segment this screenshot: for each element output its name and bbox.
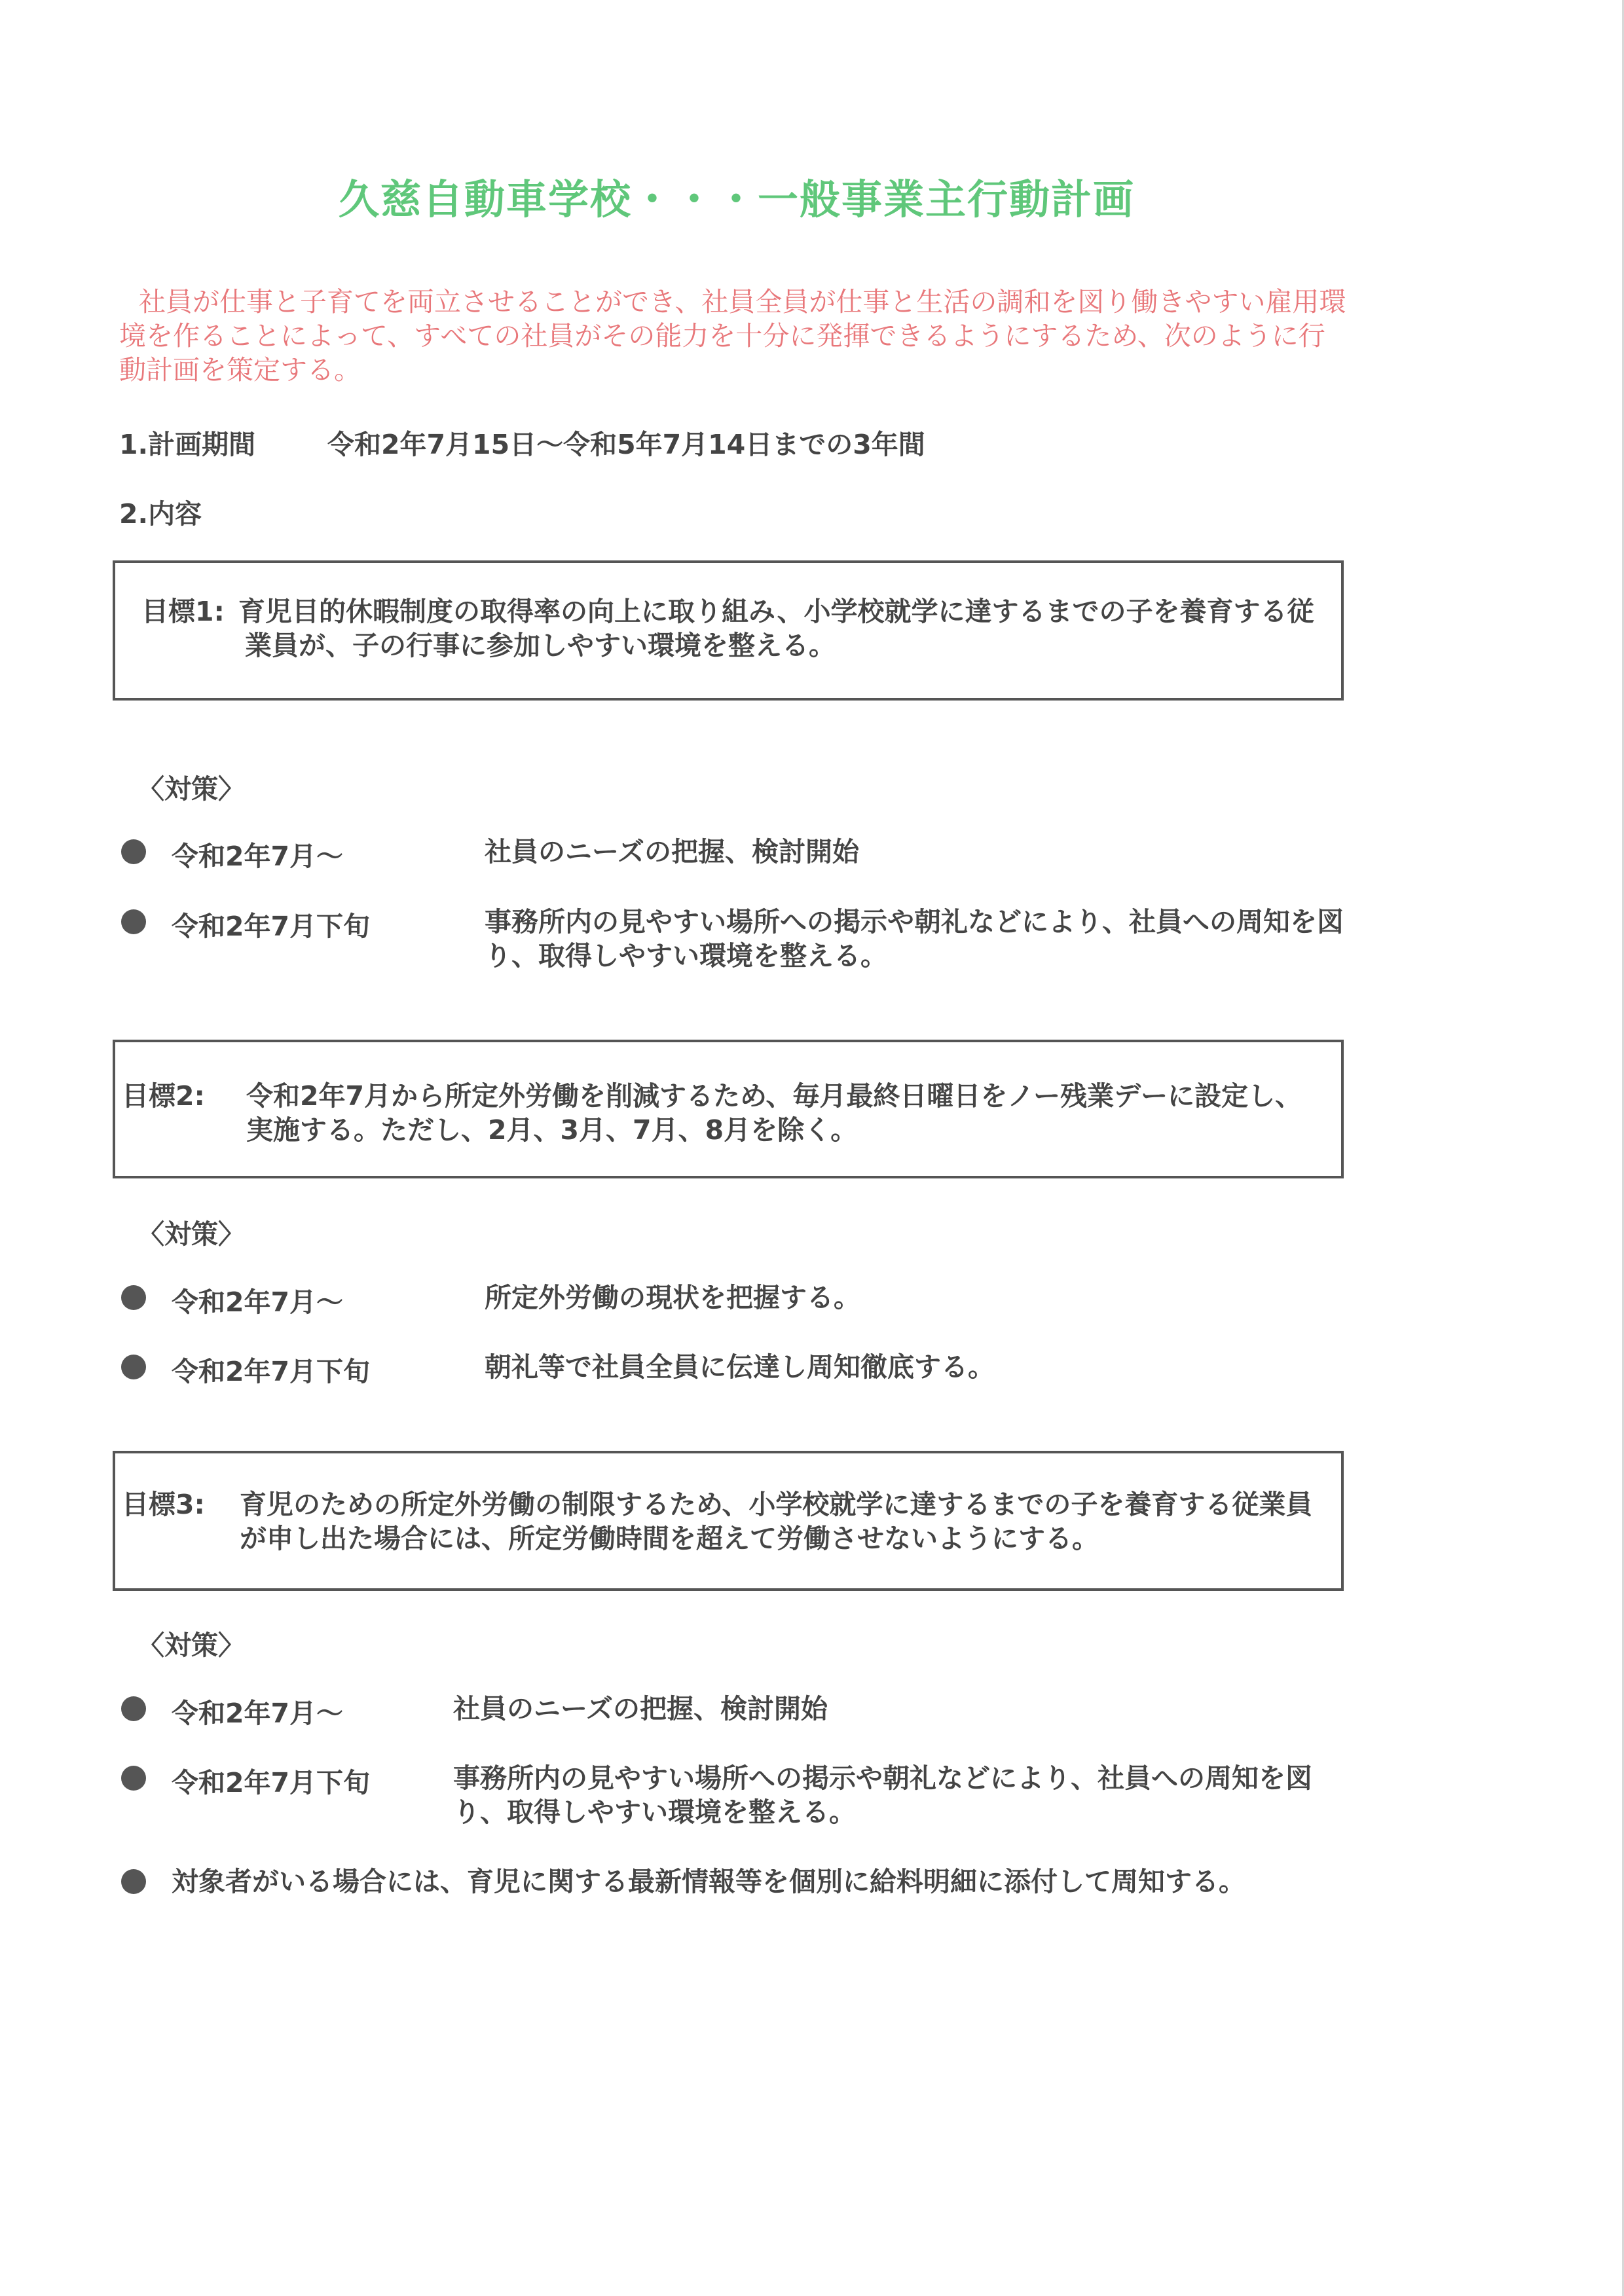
measure-date: 令和2年7月～: [172, 1698, 344, 1729]
bullet-icon: [121, 1285, 146, 1310]
measures-label: 〈対策〉: [138, 773, 245, 805]
measures-label: 〈対策〉: [138, 1630, 245, 1661]
intro-paragraph: 社員が仕事と子育てを両立させることができ、社員全員が仕事と生活の調和を図り働きやすい雇用環境を作ることによって、すべての社員がその能力を十分に発揮できるようにするため、次のように行動計画を策定する。: [119, 286, 1346, 386]
goal-box-2: [113, 1040, 1344, 1178]
extra-measure-text: 対象者がいる場合には、育児に関する最新情報等を個別に給料明細に添付して周知する。: [172, 1866, 1246, 1897]
goal-label: 目標1:: [141, 596, 225, 627]
bullet-icon: [121, 909, 146, 934]
measure-text: 社員のニーズの把握、検討開始: [453, 1693, 828, 1724]
measure-date: 令和2年7月下旬: [172, 1356, 371, 1387]
bullet-icon: [121, 839, 146, 864]
bullet-icon: [121, 1355, 146, 1379]
measure-text: 事務所内の見やすい場所への掲示や朝礼などにより、社員への周知を図り、取得しやすい環境を整える。: [485, 906, 1344, 972]
goal-box-3: [113, 1451, 1344, 1591]
period-value: 令和2年7月15日～令和5年7月14日までの3年間: [327, 429, 925, 460]
bullet-icon: [121, 1869, 146, 1894]
measure-text: 朝礼等で社員全員に伝達し周知徹底する。: [485, 1351, 995, 1383]
measure-text: 社員のニーズの把握、検討開始: [485, 836, 859, 867]
goal-text: 育児のための所定外労働の制限するため、小学校就学に達するまでの子を養育する従業員が申し出た場合には、所定労働時間を超えて労働させないようにする。: [240, 1489, 1313, 1554]
bullet-icon: [121, 1766, 146, 1791]
measure-date: 令和2年7月下旬: [172, 1767, 371, 1798]
goal-box-1: [113, 560, 1344, 701]
measure-date: 令和2年7月～: [172, 841, 344, 872]
page-title: 久慈自動車学校・・・一般事業主行動計画: [338, 175, 1135, 223]
period-label: 1.計画期間: [119, 429, 256, 460]
content-label: 2.内容: [119, 498, 202, 530]
measures-label: 〈対策〉: [138, 1218, 245, 1250]
measure-text: 所定外労働の現状を把握する。: [485, 1282, 860, 1313]
measure-date: 令和2年7月下旬: [172, 911, 371, 942]
goal-label: 目標3:: [122, 1489, 205, 1520]
goal-text: 育児目的休暇制度の取得率の向上に取り組み、小学校就学に達するまでの子を養育する従業員が、子の行事に参加しやすい環境を整える。: [238, 596, 1314, 661]
measure-text: 事務所内の見やすい場所への掲示や朝礼などにより、社員への周知を図り、取得しやすい環境を整える。: [453, 1762, 1312, 1828]
bullet-icon: [121, 1696, 146, 1721]
goal-text: 令和2年7月から所定外労働を削減するため、毎月最終日曜日をノー残業デーに設定し、実施する。ただし、2月、3月、7月、8月を除く。: [246, 1080, 1302, 1146]
goal-label: 目標2:: [122, 1080, 205, 1112]
measure-date: 令和2年7月～: [172, 1286, 344, 1318]
